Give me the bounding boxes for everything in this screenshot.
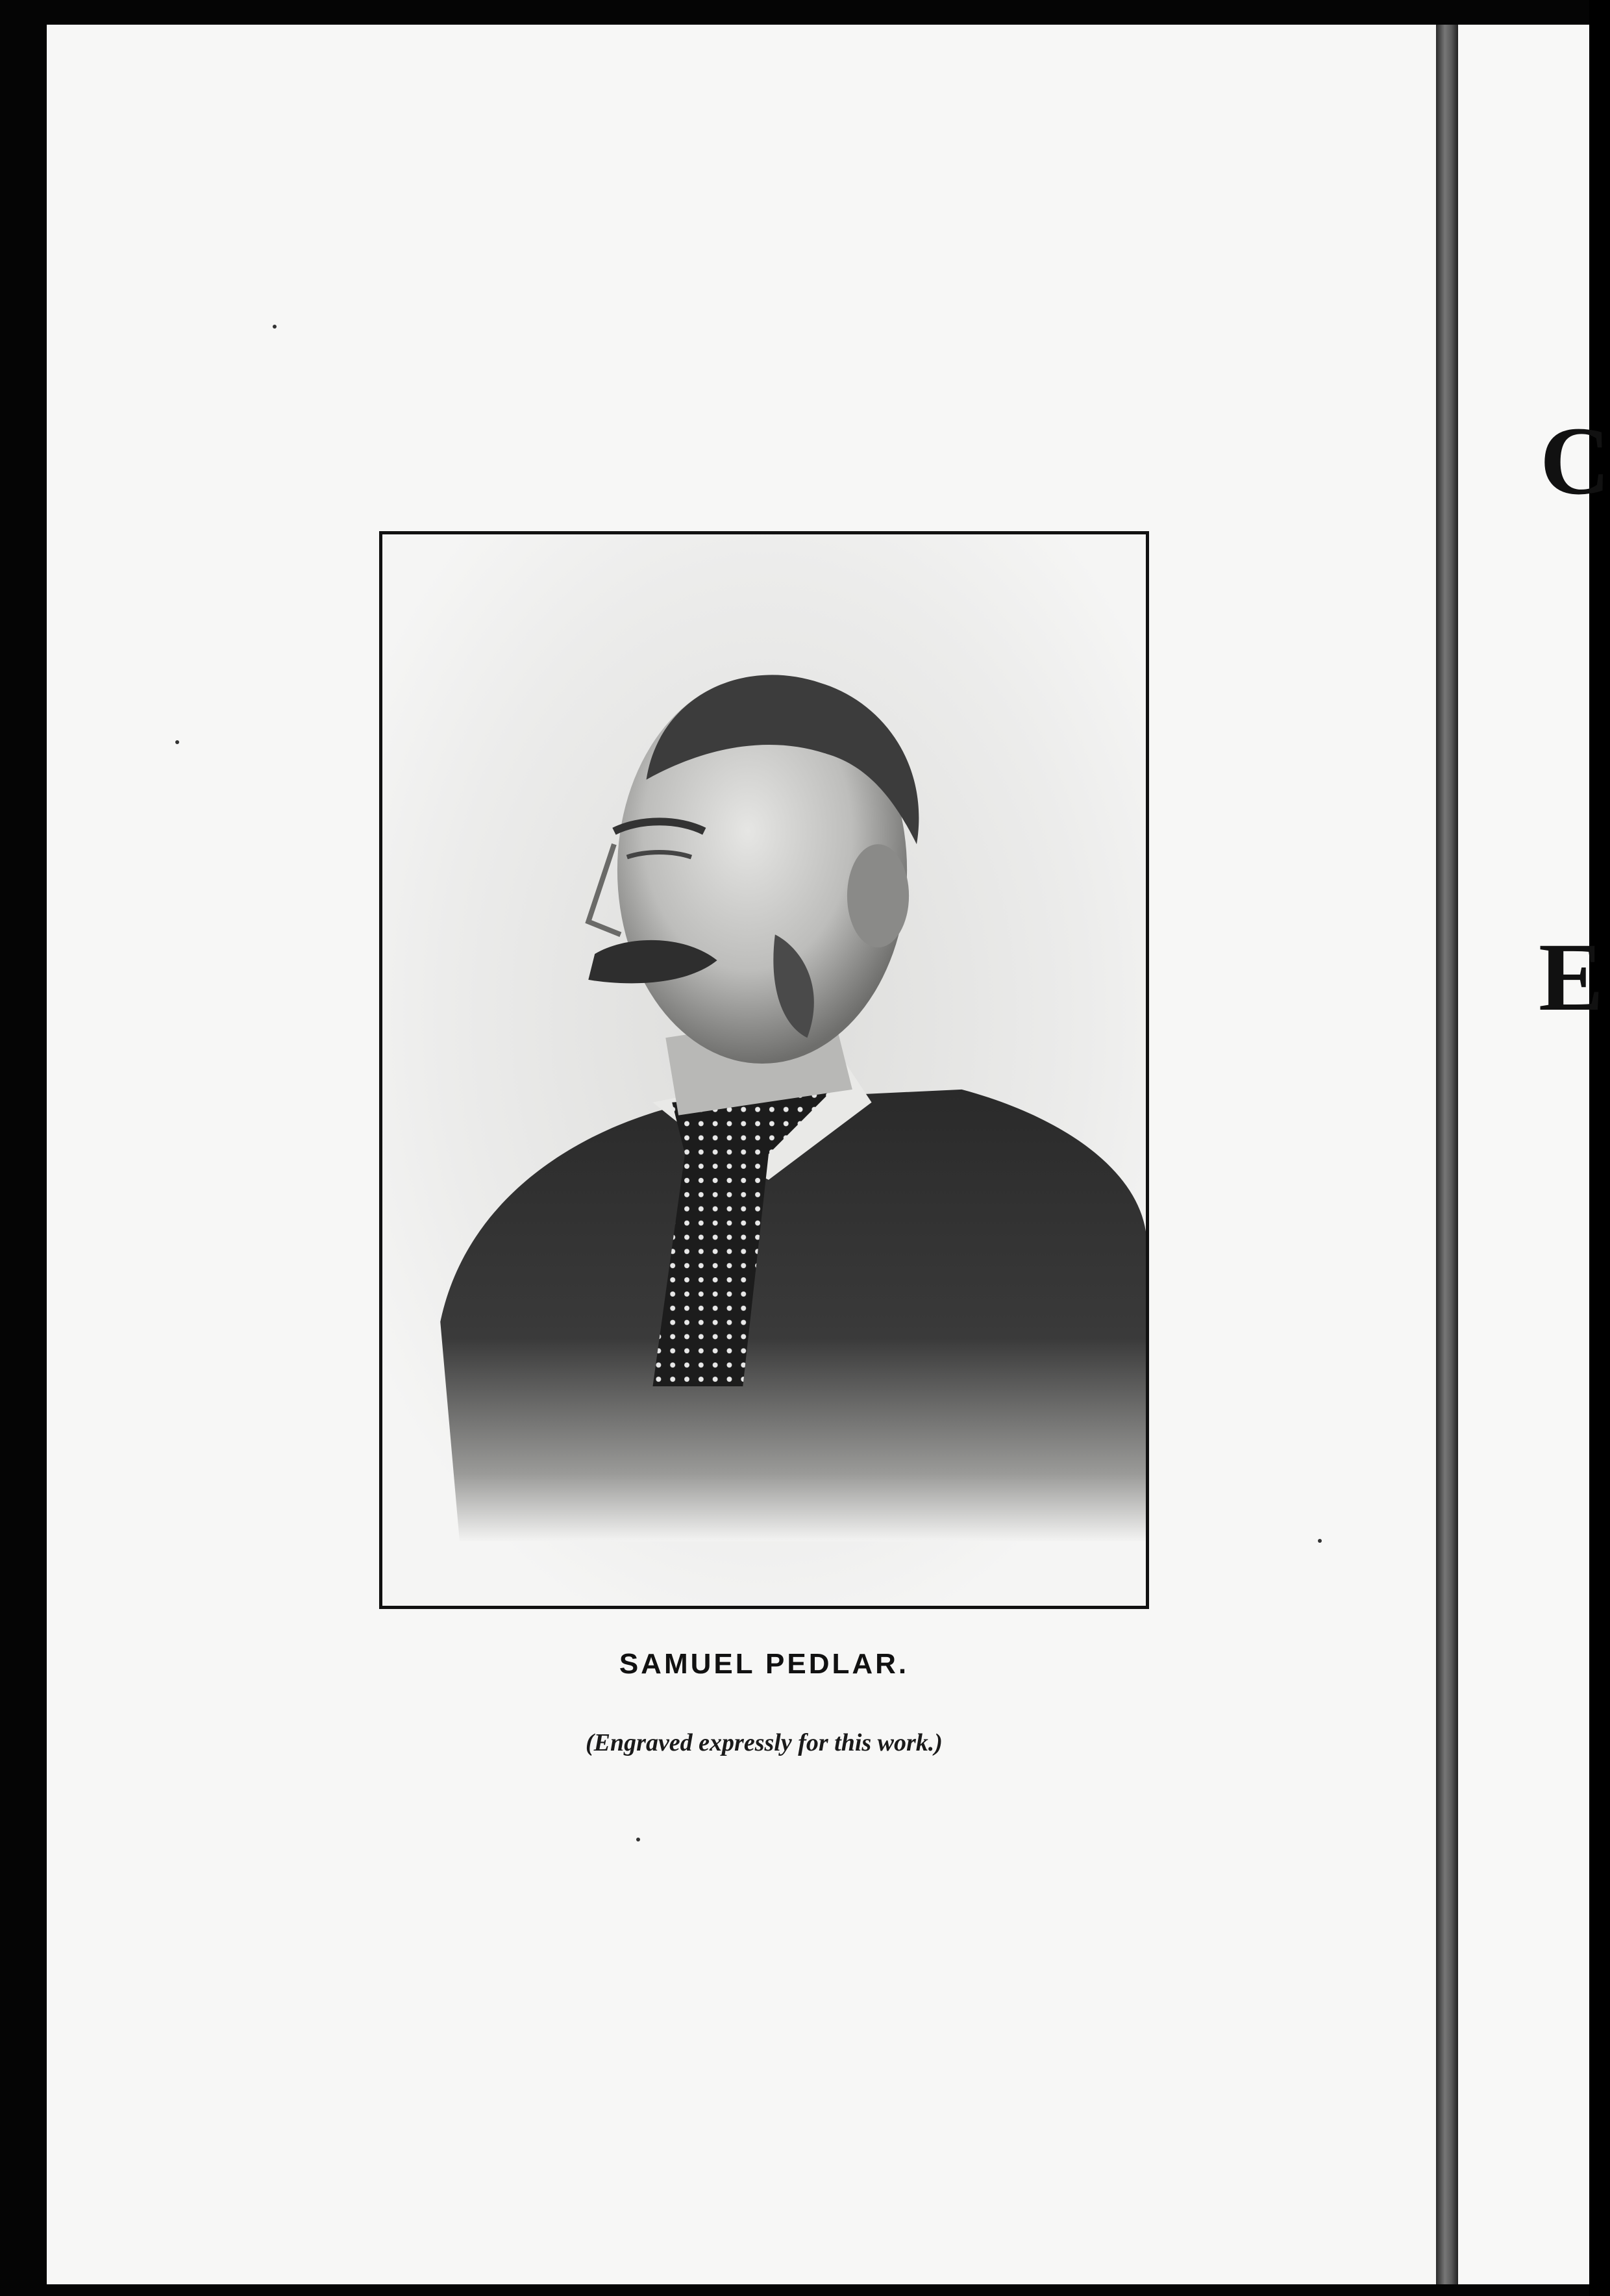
facing-page-letter: C (1540, 407, 1610, 515)
portrait-image (379, 531, 1149, 1609)
right-page-edge (1458, 25, 1589, 2284)
portrait-caption-note: (Engraved expressly for this work.) (586, 1729, 943, 1756)
portrait-illustration (382, 534, 1146, 1606)
scan-speck (636, 1838, 640, 1841)
scan-speck (175, 740, 179, 744)
scan-speck (273, 325, 277, 329)
portrait-caption-name: SAMUEL PEDLAR. (619, 1648, 910, 1680)
scan-speck (1318, 1539, 1322, 1543)
book-gutter (1436, 25, 1458, 2284)
facing-page-letter: E (1539, 923, 1604, 1031)
